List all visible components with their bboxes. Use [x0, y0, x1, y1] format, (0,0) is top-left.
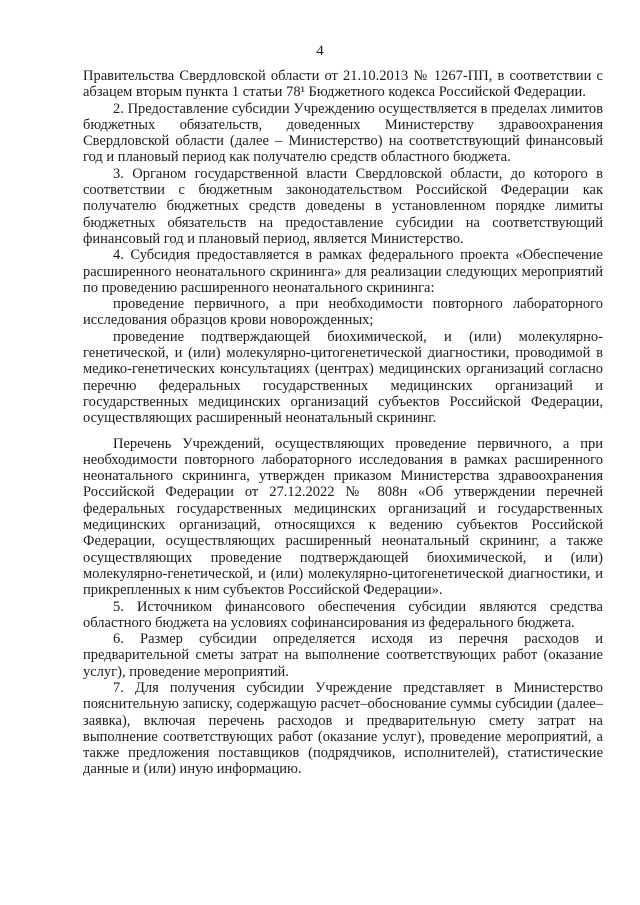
paragraph-5: 5. Источником финансового обеспечения субсидии являются средства областного бюджета на условиях софинансирования из федерального бюджета. — [83, 598, 603, 631]
paragraph-2: 2. Предоставление субсидии Учреждению осуществляется в пределах лимитов бюджетных обязательств, доведенных Министерству здравоохранения Свердловской области (далее – Министерство) на соответствующий финансовый год и плановый период как получателю средств областного бюджета. — [83, 100, 603, 166]
paragraph-4: 4. Субсидия предоставляется в рамках федерального проекта «Обеспечение расширенного неонатального скрининга» для реализации следующих мероприятий по проведению расширенного неонатального скрининга: — [83, 247, 603, 296]
paragraph-6: 6. Размер субсидии определяется исходя из перечня расходов и предварительной сметы затрат на выполнение соответствующих работ (оказание услуг), проведение мероприятий. — [83, 631, 603, 680]
paragraph-7: 7. Для получения субсидии Учреждение представляет в Министерство пояснительную записку, содержащую расчет–обоснование суммы субсидии (далее–заявка), включая перечень расходов и предварительную смету затрат на выполнение соответствующих работ (оказание услуг), проведение мероприятий, а также предложения поставщиков (подрядчиков, исполнителей), статистические данные и (или) иную информацию. — [83, 679, 603, 778]
list-item-confirmatory-diagnostics: проведение подтверждающей биохимической, и (или) молекулярно-генетической, и (или) молекулярно-цитогенетической диагностики, проводимой в медико-генетических консультациях (центрах) медицинских организаций согласно перечню федеральных государственных медицинских организаций и государственных медицинских организаций субъектов Российской Федерации, осуществляющих расширенный неонатальный скрининг. — [83, 328, 603, 427]
document-body — [83, 68, 603, 778]
paragraph-continuation: Правительства Свердловской области от 21.10.2013 № 1267-ПП, в соответствии с абзацем вторым пункта 1 статьи 78¹ Бюджетного кодекса Российской Федерации. — [83, 68, 603, 101]
paragraph-institutions-list: Перечень Учреждений, осуществляющих проведение первичного, а при необходимости повторного лабораторного исследования в рамках расширенного неонатального скрининга, утвержден приказом Министерства здравоохранения Российской Федерации от 27.12.2022 № 808н «Об утверждении перечней федеральных государственных медицинских организаций и государственных медицинских организаций, относящихся к ведению субъектов Российской Федерации, осуществляющих расширенный неонатальный скрининг, а также осуществляющих проведение подтверждающей биохимической, и (или) молекулярно-генетической, и (или) молекулярно-цитогенетической диагностики, и прикрепленных к ним субъектов Российской Федерации». — [83, 435, 603, 599]
list-item-primary-screening: проведение первичного, а при необходимости повторного лабораторного исследования образцов крови новорожденных; — [83, 296, 603, 329]
page-number: 4 — [316, 43, 324, 59]
paragraph-3: 3. Органом государственной власти Свердловской области, до которого в соответствии с бюджетным законодательством Российской Федерации как получателю бюджетных средств доведены в установленном порядке лимиты бюджетных обязательств на предоставление субсидии на соответствующий финансовый год и плановый период, является Министерство. — [83, 165, 603, 247]
